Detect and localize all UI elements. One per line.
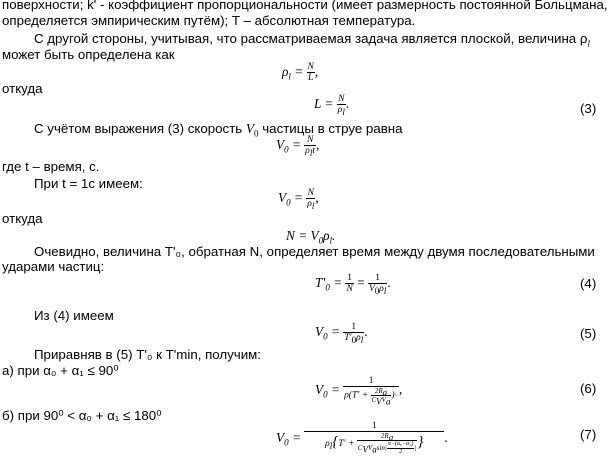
iz4-line: Из (4) имеем [34,308,114,323]
para4-line1: Очевидно, величина T'₀, обратная N, определяет время между двумя последовательными [34,244,595,259]
pri5-line: Приравняв в (5) T'₀ к T'min, получим: [34,347,262,362]
equation-6: $V_0$ = 1 ρ(T′ + $\frac{2R_a}{C_VV_a}$ )▫ , [315,376,403,407]
case-a-line: а) при α₀ + α₁ ≤ 90⁰ [2,363,119,378]
equation-7: $V_0$ = 1 $\rho_l\{T'$ + $2R_a$ $C_VV_a\sin|$ $\frac{\text{π−(α₀−α₁)}}{2}$ | } . [276,421,448,455]
equation-number-5: (5) [580,326,597,341]
equation-number-4: (4) [580,276,597,291]
para3: С учётом выражения (3) скорость $V_0$ частицы в струе равна [34,121,403,139]
equation-rho: $\rho_l$ = $\frac{N}{L}$ , [282,62,319,83]
para2-line1: С другой стороны, учитывая, что рассматриваемая задача является плоской, величина ρ [34,31,588,46]
equation-4: $T'_0$ = $\frac{1}{N}$ = $\frac{1}{V_0\rho_l}$ . [315,273,391,296]
para1-line1: поверхности; k' - коэффициент пропорциональности (имеет размерность постоянной Больцмана, [2,0,608,12]
equation-v0-t: $V_0$ = $\frac{N}{\rho_lt}$ , [276,135,320,158]
para4-line2: ударами частиц: [2,259,105,274]
equation-5: $V_0$ = $\frac{1}{T'_0\rho_l}$ . [315,322,368,345]
case-b-line: б) при 90⁰ < α₀ + α₁ ≤ 180⁰ [2,408,162,423]
text-line [2,0,608,12]
equation-number-7: (7) [580,427,597,442]
equation-number-3: (3) [580,101,597,116]
text-line [2,13,415,28]
pri-t-line: При t = 1с имеем: [34,176,143,191]
otkuda-1: откуда [2,81,43,96]
para1-line2: определяется эмпирическим путём); T – абсолютная температура. [2,13,416,28]
otkuda-2: откуда [2,211,43,226]
para2-line2: может быть определена как [2,47,175,62]
gde-line: где t – время, с. [2,159,100,174]
equation-n: $N = V_0\rho_l$. [286,228,336,246]
equation-number-6: (6) [580,381,597,396]
equation-3: L = $\frac{N}{\rho_l}$ . [314,94,350,117]
text-line: С другой стороны, учитывая, что рассматриваемая задача является плоской, величина $\rho_l$ [34,31,590,49]
text-line [2,47,175,62]
equation-v0-rho: $V_0$ = $\frac{N}{\rho_l}$ , [278,188,319,211]
formula-rho-rendered: $\rho_l$ = [282,64,307,82]
